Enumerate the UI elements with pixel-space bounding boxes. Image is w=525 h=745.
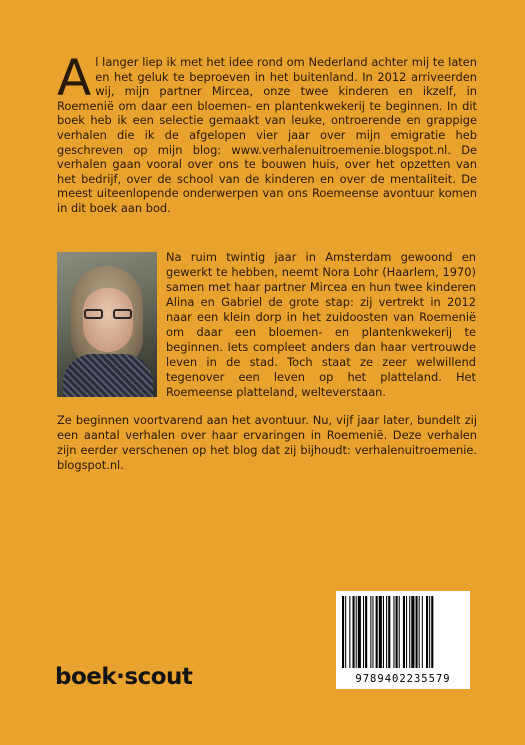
barcode-bar: [409, 596, 410, 668]
barcode-bar: [388, 596, 390, 668]
intro-text: l langer liep ik met het idee rond om Nederland achter mij te laten en het geluk te beproeven in het buitenland. In 2012 arriveerden wij, mijn partner Mircea, onze twee kinderen en ikzelf, in Roemenië om daar een bloemen- en plantenkwekerij te beginnen. In dit boek heb ik een selectie gemaakt van leuke, ontroerende en grappige verhalen die ik de afgelopen vier jaar over mijn emigratie heb geschreven op mijn blog: www.verhalenuitroemenie.blogspot.nl. De verhalen gaan vooral over ons te bouwen huis, over het opzetten van het bedrijf, over de school van de kinderen en over de mentaliteit. De meest uiteenlopende onderwerpen van ons Roemeense avontuur komen in dit boek aan bod.: [57, 55, 477, 215]
barcode-bar: [379, 596, 382, 668]
barcode-bars: [342, 596, 464, 668]
barcode-bar: [422, 596, 423, 668]
isbn-barcode: [336, 591, 470, 689]
drop-cap: A: [57, 49, 92, 107]
barcode-bar: [383, 596, 384, 668]
barcode-bar: [370, 596, 371, 668]
author-photo: [57, 252, 157, 397]
barcode-bar: [419, 596, 420, 668]
barcode-bar: [356, 596, 357, 668]
barcode-bar: [363, 596, 364, 668]
barcode-bar: [416, 596, 418, 668]
barcode-bar: [429, 596, 430, 668]
barcode-bar: [426, 596, 428, 668]
isbn-number: 9789402235579: [355, 673, 451, 685]
barcode-bar: [365, 596, 367, 668]
barcode-bar: [386, 596, 387, 668]
logo-part-boek: boek: [55, 664, 117, 690]
barcode-bar: [372, 596, 373, 668]
barcode-bar: [431, 596, 433, 668]
barcode-bar: [396, 596, 398, 668]
barcode-bar: [393, 596, 394, 668]
author-bio-continued: Ze beginnen voortvarend aan het avontuur. Nu, vijf jaar later, bundelt zij een aantal verhalen over haar ervaringen in Roemenië. Deze verhalen zijn eerder verschenen op het blog dat zij bijhoudt: verhalenuitroemenie. blogspot.nl.: [57, 413, 477, 472]
barcode-bar: [358, 596, 361, 668]
barcode-bar: [411, 596, 414, 668]
author-bio: Na ruim twintig jaar in Amsterdam gewoond en gewerkt te hebben, neemt Nora Lohr (Haarlem, 1970) samen met haar partner Mircea en hun twee kinderen Alina en Gabriel de grote stap: zij vertrekt in 2012 naar een klein dorp in het zuidoosten van Roemenië om daar een bloemen- en plantenkwekerij te beginnen. Iets compleet anders dan haar vertrouwde leven in de stad. Toch staat ze zeer welwillend tegenover een leven op het platteland. Het Roemeense platteland, welteverstaan.: [166, 250, 476, 399]
barcode-bar: [353, 596, 355, 668]
barcode-bar: [399, 596, 400, 668]
intro-paragraph: [57, 49, 477, 216]
publisher-logo: [55, 664, 192, 690]
barcode-bar: [376, 596, 378, 668]
barcode-bar: [345, 596, 346, 668]
barcode-bar: [406, 596, 407, 668]
logo-dot: ·: [116, 664, 125, 690]
barcode-bar: [342, 596, 344, 668]
barcode-bar: [349, 596, 350, 668]
barcode-bar: [403, 596, 405, 668]
logo-part-scout: scout: [124, 664, 193, 690]
